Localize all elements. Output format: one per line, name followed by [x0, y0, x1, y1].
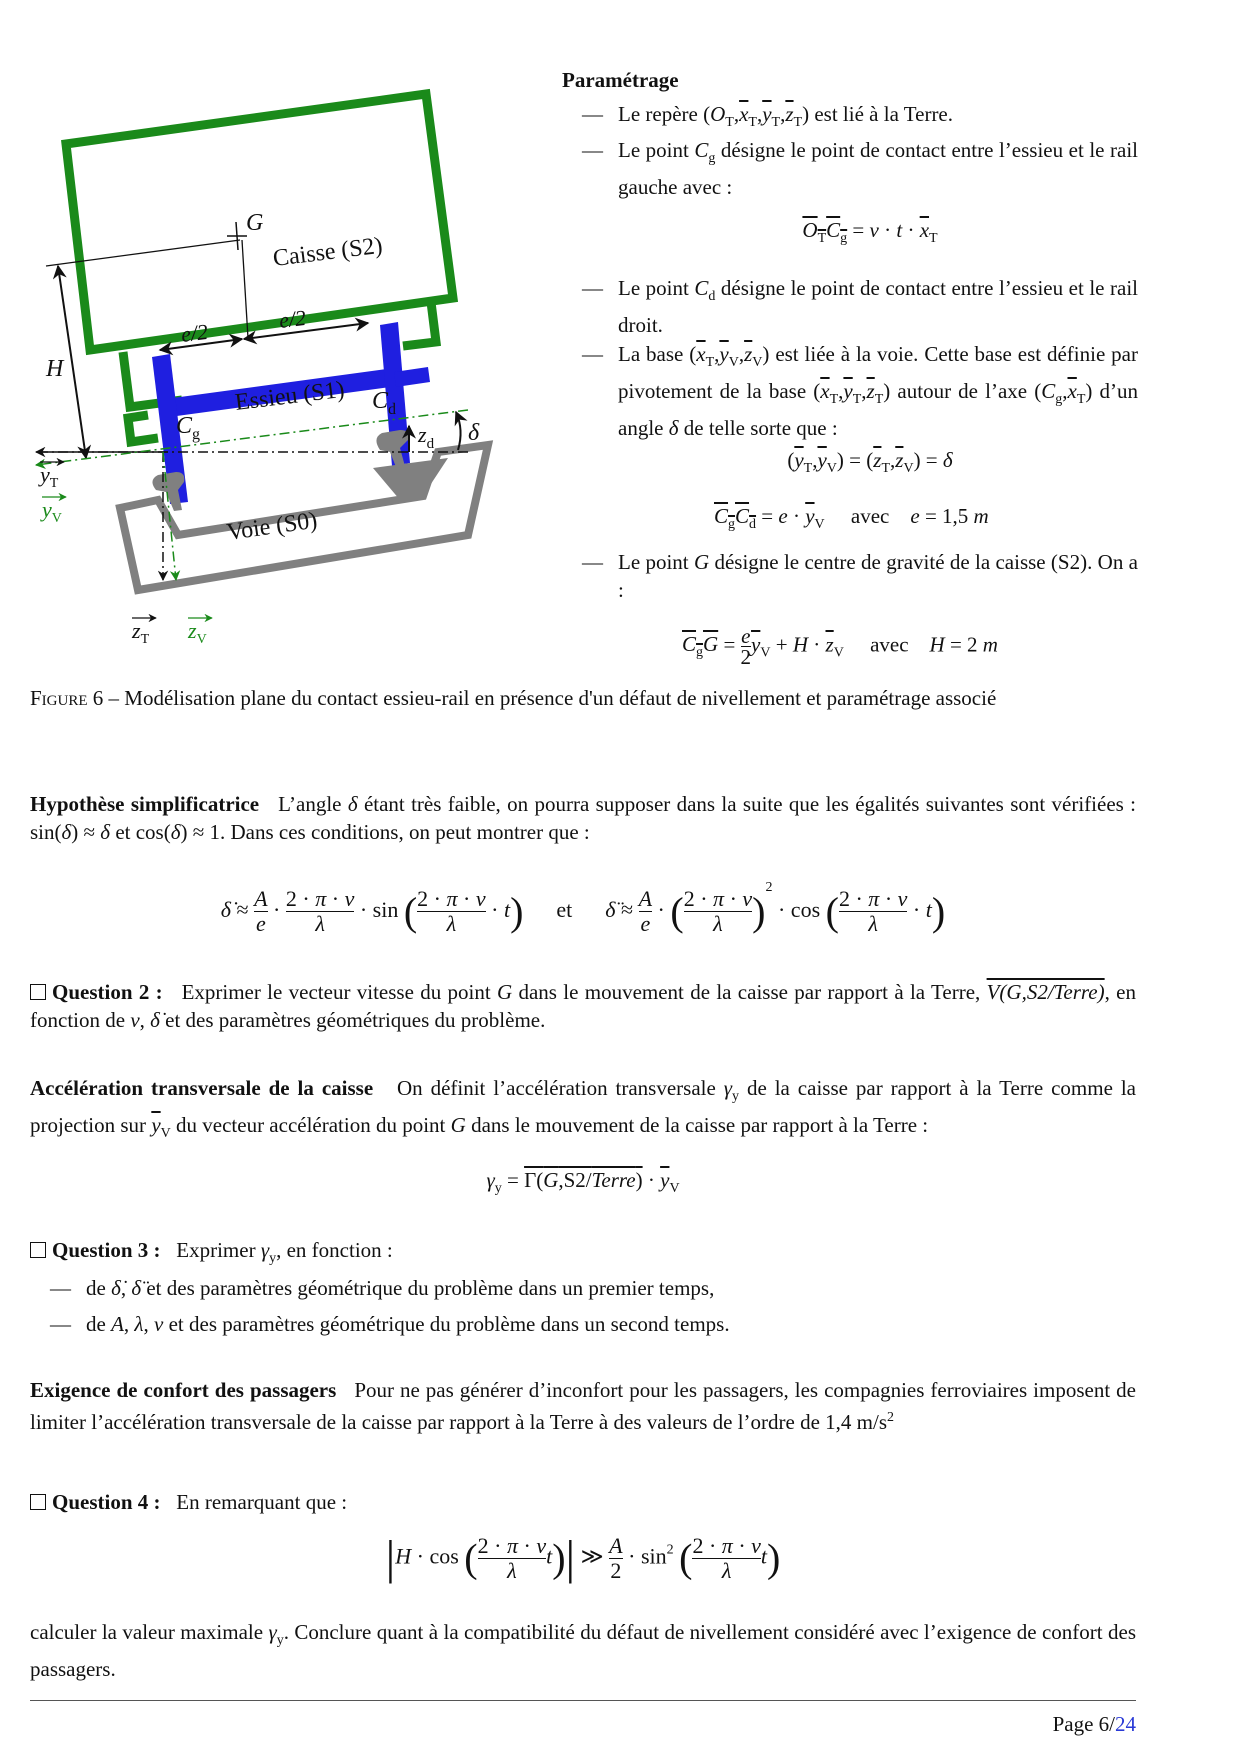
figure-6-diagram [28, 80, 548, 660]
page-label: Page 6/ [1052, 1712, 1115, 1736]
confort-paragraph: Exigence de confort des passagers Pour ne pas générer d’inconfort pour les passagers, les compagnies ferroviaires imposent de limiter l’accélération transversale de la caisse par rapport à la Terre à des valeurs de l’ordre de 1,4 $m/s^2$ [30, 1378, 1136, 1434]
equation-cgcd: $C_gC_d = e \cdot \overline{y}_V$ avec e = 1,5 m [714, 504, 989, 533]
question-3-item-2: — de A, λ, v et des paramètres géométrique du problème dans un second temps. [50, 1312, 730, 1336]
page-number [990, 1710, 1136, 1738]
label-zT: $z_T$ [132, 618, 150, 647]
caption-label: Figure 6 [30, 686, 104, 710]
parametrage-item-3: — Le point $C_d$ désigne le point de contact entre l’essieu et le rail droit. [582, 276, 1138, 338]
label-caisse: Caisse (S2) [271, 232, 384, 272]
equation-cgg: $C_gG$ = $\frac{e}{2}$ $\overline{y}_V + H \cdot \overline{z}_V$ avec H = 2 m [682, 624, 998, 669]
acceleration-title: Accélération transversale de la caisse [30, 1076, 374, 1100]
question-3-item-1: — de δ̇, δ̈ et des paramètres géométrique du problème dans un premier temps, [50, 1276, 715, 1300]
parametrage-title: Paramétrage [562, 68, 679, 92]
angle-delta-arc [456, 412, 461, 450]
equation-angles: $(\overline{y}_T,\overline{y}_V) = (\overline{z}_T,\overline{z}_V) = \delta$ [787, 448, 953, 477]
label-delta: δ [468, 420, 480, 446]
label-zd: $z_d$ [418, 422, 435, 452]
parametrage-item-4: — La base $(\overline{x}_T,\overline{y}_V,\overline{z}_V)$ est liée à la voie. Cette base est définie par pivotement de la base $(\overline{x}_T,\overline{y}_T,\overline{z}_T)$ autour de l’axe $(C_g,\overline{x}_T)$ d’un angle δ de telle sorte que : [582, 342, 1138, 441]
acceleration-paragraph: Accélération transversale de la caisse On définit l’accélération transversale $\gamma_y$ de la caisse par rapport à la Terre comme la projection sur $\overline{y}_V$ du vecteur accélération du point G dans le mouvement de la caisse par rapport à la Terre : [30, 1076, 1137, 1142]
confort-title: Exigence de confort des passagers [30, 1378, 337, 1402]
question-2-checkbox[interactable] [30, 984, 46, 1000]
hypothese-paragraph: Hypothèse simplificatrice L’angle δ étant très faible, on pourra supposer dans la suite que les égalités suivantes sont vérifiées : sin(δ) ≈ δ et cos(δ) ≈ 1. Dans ces conditions, on peut montrer que : [30, 792, 1136, 844]
label-essieu: Essieu (S1) [233, 376, 346, 416]
parametrage-item-5: — Le point G désigne le centre de gravité de la caisse (S2). On a : [582, 550, 1138, 602]
label-e-half-right: e/2 [277, 304, 308, 333]
question-2: Question 2 : Exprimer le vecteur vitesse du point G dans le mouvement de la caisse par rapport à la Terre, V(G,S2/Terre), en fonction de v, δ̇ et des paramètres géométriques du problème. [30, 980, 1137, 1032]
question-2-label: Question 2 : [52, 980, 163, 1004]
parametrage-item-1: — Le repère $(O_T,\overline{x}_T,\overline{y}_T,\overline{z}_T)$ est lié à la Terre. [582, 102, 954, 131]
hypothese-title: Hypothèse simplificatrice [30, 792, 260, 816]
question-3-checkbox[interactable] [30, 1242, 46, 1258]
label-yT: $y_T$ [40, 462, 59, 491]
hypothese-equation: δ̇ ≈ $\frac{A}{e}$ · $\frac{2 \cdot \pi \cdot v}{\lambda}$ · sin ( $\frac{2 \cdot \pi \cdot v}{\lambda}$ · t) et δ̈ ≈ $\frac{A}{e}$ · ( $\frac{2 \cdot \pi \cdot v}{\lambda}$ )$^2$ · cos ( $\frac{2 \cdot \pi \cdot v}{\lambda}$ · t) [220, 880, 946, 937]
question-4 [30, 1488, 1136, 1516]
label-H: H [46, 356, 64, 382]
question-4-text: calculer la valeur maximale $\gamma_y$. Conclure quant à la compatibilité du défaut de nivellement considéré avec l’exigence de confort des passagers. [30, 1620, 1136, 1682]
parametrage-item-2: — Le point $C_g$ désigne le point de contact entre l’essieu et le rail gauche avec : [582, 138, 1138, 200]
question-4-equation: |H · cos ( $\frac{2 \cdot \pi \cdot v}{\lambda}$ t)| ≫ $\frac{A}{2}$ · $\sin^2$ ( $\frac{2 \cdot \pi \cdot v}{\lambda}$ t) [385, 1531, 781, 1585]
question-4-checkbox[interactable] [30, 1494, 46, 1510]
caption-text: – Modélisation plane du contact essieu-rail en présence d'un défaut de nivellement et paramétrage associé [108, 686, 997, 710]
question-3-label: Question 3 : [52, 1238, 161, 1262]
equation-otcg: $O_TC_g = v \cdot t \cdot \overline{x}_T$ [802, 218, 938, 247]
label-Cd: $C_d$ [372, 388, 397, 418]
question-4-intro: En remarquant que : [176, 1490, 348, 1514]
label-e-half-left: e/2 [179, 318, 210, 347]
label-voie: Voie (S0) [225, 507, 319, 546]
label-zV: $z_V$ [188, 618, 207, 647]
footer-rule [30, 1700, 1136, 1701]
question-4-label: Question 4 : [52, 1490, 161, 1514]
page-total-link[interactable]: 24 [1115, 1712, 1136, 1736]
figure-caption [30, 684, 1136, 712]
label-yV: $y_V$ [42, 497, 62, 526]
acceleration-equation: $\gamma_y$ = Γ(G,S2/Terre) · $\overline{y}_V$ [486, 1168, 680, 1197]
label-G: G [246, 210, 264, 236]
label-Cg: $C_g$ [176, 413, 201, 443]
question-3: Question 3 : Exprimer $\gamma_y$, en fonction : [30, 1236, 1136, 1273]
